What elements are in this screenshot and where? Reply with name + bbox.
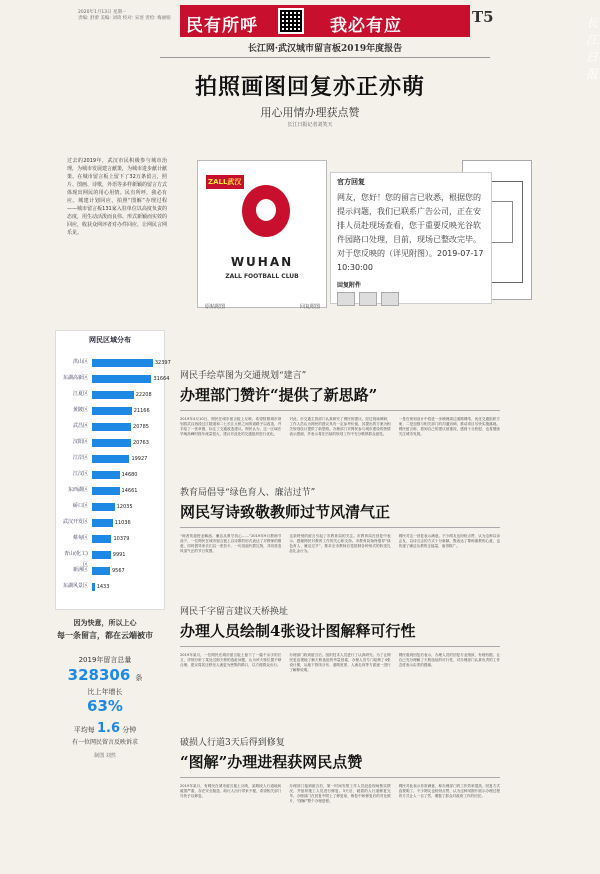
bar-value-label: 20763 <box>133 440 149 446</box>
bar-value-label: 31664 <box>153 376 170 382</box>
article-title: 办理部门赞许“提供了新思路” <box>180 386 378 404</box>
article-2 <box>180 485 500 592</box>
club-badge-text: ZALL武汉 <box>206 175 244 189</box>
byline: 长江日报记者刘笑天 <box>287 122 333 128</box>
bar <box>92 535 111 543</box>
bar-category-label: 东湖风景区 <box>62 583 88 589</box>
total-row <box>40 665 170 684</box>
bar <box>92 551 111 559</box>
bar-value-label: 21166 <box>133 408 150 414</box>
newspaper-logo: 长江日报 <box>586 16 599 81</box>
club-logo-photo <box>197 160 327 308</box>
bar-category-label: 硚口区 <box>72 503 88 509</box>
bar-row <box>56 437 166 448</box>
bar-category-label: 黄陂区 <box>72 407 88 413</box>
article-3 <box>180 604 500 711</box>
bar <box>92 567 110 575</box>
avg-note: 有一位网民留言反映诉求 <box>71 739 138 746</box>
bar-category-label: 江汉区 <box>72 471 88 477</box>
article-title: 办理人员绘制4张设计图解释可行性 <box>180 622 416 640</box>
bar-row <box>56 373 170 384</box>
bar-value-label: 32397 <box>154 360 171 366</box>
bar-row <box>56 453 166 464</box>
bar-value-label: 14680 <box>121 472 138 478</box>
banner-left-text: 民有所呼 <box>186 16 258 36</box>
total-unit: 条 <box>135 674 143 682</box>
page-number: T5 <box>472 8 494 26</box>
divider <box>180 410 500 411</box>
article-column: 2019年某月，一位网民在城市留言板上留下了一篇千余字的长文，详细分析了某处过街天桥的选址问题，认为该天桥位置不够合理，建议将其迁移至人流更为密集的路口，以方便群众出行。 <box>180 653 282 667</box>
avg-row <box>40 721 170 736</box>
divider <box>180 646 500 647</box>
article-columns <box>180 534 500 592</box>
article-title: 网民写诗致敬教师过节风清气正 <box>180 503 391 521</box>
club-name: ZALL FOOTBALL CLUB <box>225 273 299 280</box>
thumbnail <box>381 292 399 306</box>
bar <box>92 391 134 399</box>
bar-category-label: 新洲区 <box>72 567 88 573</box>
article-column: 办理部门收到留言后，组织技术人员进行了认真研究。为了让网民更直观地了解天桥选址的考量因素，办理人员专门绘制了4张设计图，从地下管线分布、道路宽度、人流走向等方面逐一进行了解释说明。 <box>289 653 391 672</box>
total-value: 328306 <box>67 666 131 684</box>
bar-row <box>56 389 166 400</box>
bar-row <box>56 357 171 368</box>
bar-category-label: 武昌区 <box>72 423 88 429</box>
bar-value-label: 10379 <box>113 536 130 542</box>
divider <box>180 527 500 528</box>
staff-line: 责编: 舒蕾 美编: 刘琦 校对: 宋述 责检: 梅丽娟 <box>78 16 171 21</box>
bar <box>92 439 131 447</box>
article-column: 对此，市交通主管部门认真研究了网民的建议。经过现场调研，工作人员认为网民的建议具有一定参考价值，其提出的方案为相关规划设计提供了新思路。办理部门对网民参与城市建设的热情表示感谢，并表示将在后续的规划工作中充分吸纳群众意见。 <box>289 417 391 436</box>
reply-text: 网友，您好！您的留言已收悉，根据您的提示问题，我们已联系广告公司，正在安排人员赴现场查看，您于重要反映光谷软件园路口处理，目前，现场已整改完毕。对于您反映的（详见附图）。2019-07-17 10:30:00 <box>337 193 484 272</box>
avg-prefix: 平均每 <box>73 726 95 734</box>
bar-category-label: 蔡甸区 <box>72 535 88 541</box>
article-columns <box>180 653 500 711</box>
article-column: “师者传道授业解惑，廉洁从教守初心……”2019年9月教师节前夕，一位网民在城市留言板上以诗歌的形式表达了对教师的敬意，同时倡导家长们以一张贺卡、一句祝福代替礼物，共同营造风清气正的节日氛围。 <box>180 534 282 553</box>
bar-category-label: 汉阳区 <box>72 439 88 445</box>
official-reply-panel <box>330 172 492 304</box>
article-1 <box>180 368 500 475</box>
bar-row <box>56 565 166 576</box>
intro-paragraph: 过去的2019年，武汉市民积极参与城市治理，为城市发展建言献策，为城市进步献计献策。在城市留言板上留下了32万条留言，照片、图画、诗歌，外语等多样新颖的留言方式体现出网民的用心用情。民有所呼，我必有应。城建计划回应，拍照“图解”办理过程——城市留言板131家入驻单位以高度负责的态度，用生动活泼而良伟、形式新颖而实效的回应，收获众网评者对办件回应，让网民言网乐见。 <box>67 158 168 236</box>
banner-right-text: 我必有应 <box>330 16 402 36</box>
attachment-label: 回复附件 <box>337 282 362 289</box>
article-title: “图解”办理进程获网民点赞 <box>180 753 363 771</box>
photo-caption-left: 原贴附图 <box>205 304 226 310</box>
bar-value-label: 9567 <box>111 568 125 574</box>
bar-row <box>56 533 166 544</box>
article-column: 网民对这一回复表示满意。不少网友也纷纷点赞，认为这种以诗会友、以诗言志的方式十分新颖，既表达了尊师重教的心意，也传递了廉洁从教的正能量，值得推广。 <box>398 534 500 548</box>
bar-value-label: 1433 <box>96 584 110 590</box>
article-column: 网民对此表示非常满意，称办理部门的工作效率很高，回复方式直观明了。不少网友也纷纷点赞，认为这种用图片展示办理过程的方式让人一目了然，增强了群众对政府工作的信任。 <box>398 784 500 798</box>
bar-row <box>56 517 166 528</box>
photo-caption-right: 回复附图 <box>300 304 321 310</box>
slogan-2: 每一条留言，都在云端被市 <box>57 631 153 640</box>
article-kicker: 网民手绘草图为交通规划“建言” <box>180 371 307 381</box>
bar-value-label: 20785 <box>133 424 149 430</box>
bar <box>92 375 151 383</box>
stats-panel <box>40 618 170 759</box>
bar <box>92 519 113 527</box>
slogan-1: 因为快意，所以上心 <box>73 619 137 627</box>
section-title: 长江网·武汉城市留言板2019年度报告 <box>160 41 490 58</box>
bar-category-label: 洪山区 <box>72 359 88 365</box>
bar <box>92 487 120 495</box>
bar-row <box>56 421 166 432</box>
bar-row <box>56 501 166 512</box>
article-column: 2019年4月10日，网民在城市留言板上反映，希望按照城市规划将武汉西段过江隧道和二七长江大桥之间的道路予以改造，并手绘了一张草图，标注了交通改造建议。网民认为，这一区域在早晚高峰时段车流量很大，建议对此处的交通组织进行优化。 <box>180 417 282 436</box>
bar-category-label: 江夏区 <box>72 391 88 397</box>
attachment-thumbnails <box>337 292 485 306</box>
growth-label: 比上年增长 <box>87 688 123 696</box>
bar-row <box>56 485 166 496</box>
bar-row <box>56 549 166 568</box>
bar-value-label: 22208 <box>135 392 152 398</box>
bar-value-label: 19927 <box>131 456 148 462</box>
bar-category-label: 江岸区 <box>72 455 88 461</box>
article-columns <box>180 417 500 475</box>
bar-row <box>56 405 166 416</box>
club-city: WUHAN <box>230 255 294 269</box>
thumbnail <box>337 292 355 306</box>
divider <box>180 777 500 778</box>
football-icon <box>242 185 290 237</box>
bar <box>92 503 115 511</box>
article-4 <box>180 735 500 842</box>
chart-credit: 制图 刘然 <box>94 753 116 759</box>
bar-category-label: 东西湖区 <box>67 487 88 493</box>
thumbnail <box>359 292 377 306</box>
article-kicker: 教育局倡导“绿色育人、廉洁过节” <box>180 488 316 498</box>
article-column: 网民看到回复后表示，办理人员的回复专业细致、有理有据，让自己充分理解了天桥选址的可行性，对办理部门认真负责的工作态度表示由衷的感谢。 <box>398 653 500 667</box>
region-distribution-chart <box>55 330 171 610</box>
main-headline: 拍照画图回复亦正亦萌 <box>194 74 425 100</box>
bar-value-label: 12035 <box>116 504 133 510</box>
bar <box>92 423 131 431</box>
bar-row <box>56 469 166 480</box>
article-columns <box>180 784 500 842</box>
bar <box>92 583 95 591</box>
bar-category-label: 武汉开发区 <box>62 519 88 525</box>
article-column: 办理部门接到留言后，第一时间安排工作人员赶赴现场核实情况，并组织施工人员进行修复。3天后，破损的人行道修复完毕。办理部门在回复中附上了修复前、修复中和修复后的对比照片，“图解”整个办理进程。 <box>289 784 391 803</box>
article-column: 这条特别的留言引起了市教育局的关注。市教育局在回复中表示，感谢网民对教育工作的关心和支持。市教育局始终倡导“绿色育人、廉洁过节”，要求全市教师自觉抵制各种形式的收受礼品礼金行为。 <box>289 534 391 553</box>
bar-category-label: 青山(化工)区 <box>64 551 88 568</box>
qr-code-icon <box>278 8 304 34</box>
bar-value-label: 14661 <box>121 488 138 494</box>
chart-title: 网民区域分布 <box>89 336 131 344</box>
main-subhead: 用心用情办理获点赞 <box>260 106 360 119</box>
article-column: 一是在规划设计中将进一步梳理周边道路网络，优化交通组织方案；二是加强与相关部门的沟通协调，推动项目尽快实施落地。网民留言称，看到自己的建议被重视，感到十分欣慰，也将继续关注城市发展。 <box>398 417 500 436</box>
bar-value-label: 9991 <box>112 552 126 558</box>
bar <box>92 471 120 479</box>
bar <box>92 407 132 415</box>
bar-value-label: 11036 <box>114 520 131 526</box>
avg-suffix: 分钟 <box>122 726 137 734</box>
bar <box>92 455 129 463</box>
bar-row <box>56 581 166 592</box>
total-label: 2019年留言总量 <box>78 656 132 664</box>
reply-label: 官方回复 <box>337 178 365 186</box>
bar-category-label: 东湖高新区 <box>62 375 88 381</box>
growth-value: 63% <box>87 697 123 715</box>
date-line: 2020年1月13日 星期一 <box>78 10 127 15</box>
article-column: 2019年某月，有网民在城市留言板上反映，某路段人行道地砖破损严重，存在安全隐患，给行人出行带来不便，希望相关部门尽快予以修复。 <box>180 784 282 798</box>
article-kicker: 网民千字留言建议天桥换址 <box>180 607 289 617</box>
avg-value: 1.6 <box>96 721 121 736</box>
bar <box>92 359 153 367</box>
article-kicker: 破损人行道3天后得到修复 <box>180 738 285 748</box>
